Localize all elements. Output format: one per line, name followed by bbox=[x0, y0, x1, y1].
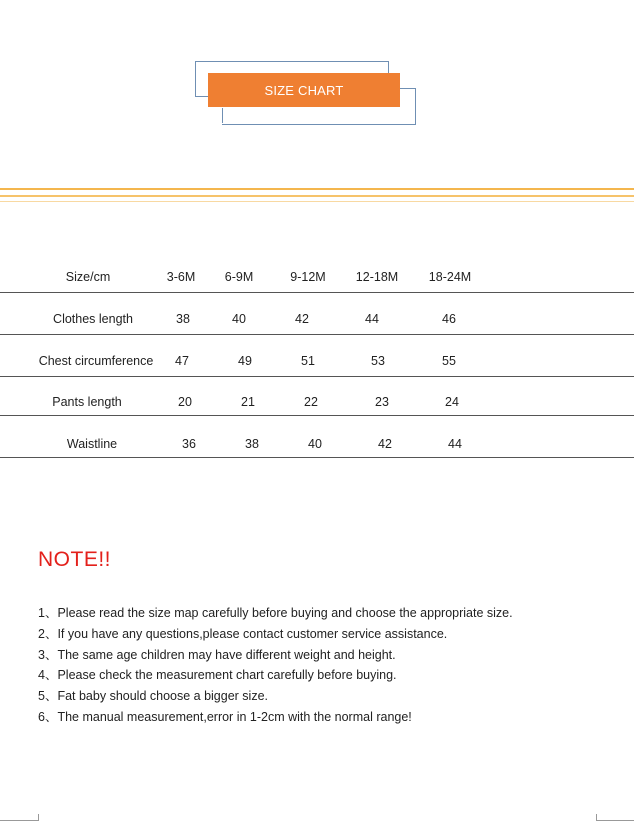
table-cell: 51 bbox=[301, 354, 315, 368]
table-cell: 55 bbox=[442, 354, 456, 368]
column-header: 18-24M bbox=[428, 270, 472, 284]
table-cell: 47 bbox=[175, 354, 189, 368]
note-item: 4、Please check the measurement chart carefully before buying. bbox=[38, 668, 397, 683]
table-row bbox=[0, 437, 634, 473]
divider-stripe bbox=[0, 188, 634, 190]
table-row bbox=[0, 354, 634, 390]
size-chart-banner bbox=[208, 73, 400, 107]
table-cell: 44 bbox=[448, 437, 462, 451]
table-cell: 38 bbox=[245, 437, 259, 451]
note-list bbox=[38, 603, 513, 728]
note-title: NOTE!! bbox=[38, 548, 112, 571]
table-cell: 24 bbox=[445, 395, 459, 409]
table-cell: 21 bbox=[241, 395, 255, 409]
table-cell: 42 bbox=[295, 312, 309, 326]
table-cell: 36 bbox=[182, 437, 196, 451]
table-cell: 20 bbox=[178, 395, 192, 409]
table-cell: 42 bbox=[378, 437, 392, 451]
table-row bbox=[0, 395, 634, 431]
column-header: 12-18M bbox=[355, 270, 399, 284]
table-cell: 44 bbox=[365, 312, 379, 326]
note-item: 6、The manual measurement,error in 1-2cm with the normal range! bbox=[38, 709, 412, 724]
column-header: 6-9M bbox=[224, 270, 254, 284]
column-header: 3-6M bbox=[166, 270, 196, 284]
table-divider bbox=[0, 334, 634, 335]
page-corner-mark bbox=[0, 820, 38, 821]
divider-stripe bbox=[0, 201, 634, 202]
table-header-row bbox=[0, 270, 634, 306]
row-label: Clothes length bbox=[53, 312, 133, 326]
column-header: 9-12M bbox=[290, 270, 326, 284]
table-row bbox=[0, 312, 634, 348]
table-divider bbox=[0, 292, 634, 293]
note-item: 3、The same age children may have different weight and height. bbox=[38, 647, 396, 662]
note-item: 1、Please read the size map carefully before buying and choose the appropriate size. bbox=[38, 606, 513, 620]
table-cell: 23 bbox=[375, 395, 389, 409]
table-cell: 46 bbox=[442, 312, 456, 326]
row-label: Pants length bbox=[52, 395, 122, 409]
table-divider bbox=[0, 376, 634, 377]
table-cell: 40 bbox=[308, 437, 322, 451]
table-divider bbox=[0, 457, 634, 458]
table-cell: 38 bbox=[176, 312, 190, 326]
table-cell: 22 bbox=[304, 395, 318, 409]
row-label: Waistline bbox=[66, 437, 118, 451]
table-cell: 49 bbox=[238, 354, 252, 368]
table-cell: 40 bbox=[232, 312, 246, 326]
banner-frame-front-edge bbox=[222, 108, 223, 123]
page-corner-mark bbox=[596, 820, 634, 821]
table-cell: 53 bbox=[371, 354, 385, 368]
column-header: Size/cm bbox=[65, 270, 111, 284]
page-corner-mark bbox=[596, 814, 597, 821]
table-divider bbox=[0, 415, 634, 416]
page-corner-mark bbox=[38, 814, 39, 821]
row-label: Chest circumference bbox=[38, 354, 154, 368]
note-item: 2、If you have any questions,please contact customer service assistance. bbox=[38, 626, 448, 641]
banner-title: SIZE CHART bbox=[264, 82, 344, 98]
divider-stripe bbox=[0, 195, 634, 197]
note-item: 5、Fat baby should choose a bigger size. bbox=[38, 689, 268, 704]
banner-frame-back-edge bbox=[388, 61, 389, 73]
